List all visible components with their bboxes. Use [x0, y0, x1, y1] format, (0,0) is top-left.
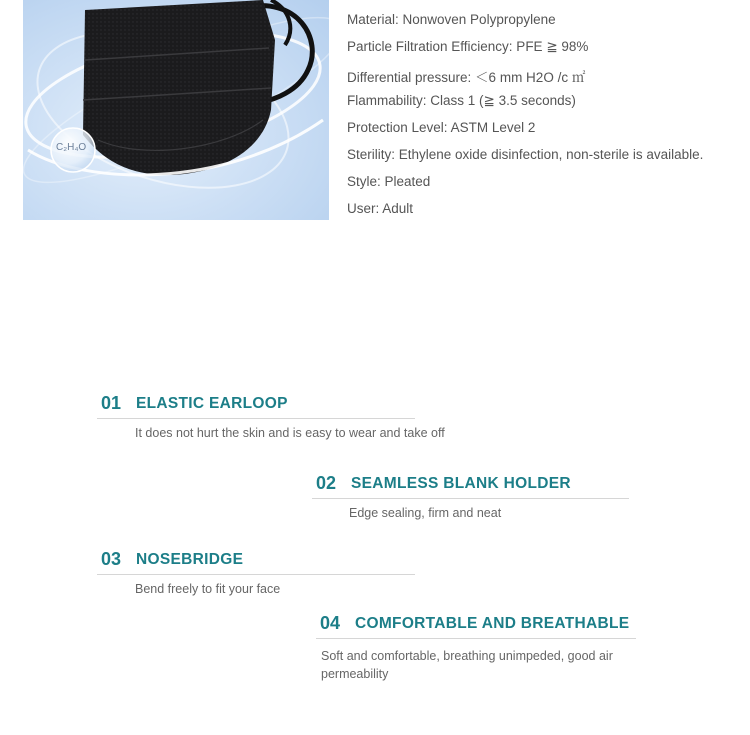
feature-title: COMFORTABLE AND BREATHABLE — [355, 615, 630, 632]
feature-description: Soft and comfortable, breathing unimpeded, good air permeability — [321, 649, 613, 681]
spec-filtration: Particle Filtration Efficiency: PFE ≧ 98% — [347, 39, 589, 54]
chemical-label: C₂H₄O — [56, 142, 87, 153]
feature-title: ELASTIC EARLOOP — [136, 395, 288, 412]
feature-title: NOSEBRIDGE — [136, 551, 244, 568]
spec-user: User: Adult — [347, 201, 414, 216]
spec-material: Material: Nonwoven Polypropylene — [347, 12, 556, 27]
feature-description: Bend freely to fit your face — [135, 582, 281, 596]
feature-number: 02 — [316, 473, 337, 493]
spec-pressure: Differential pressure: ＜6 mm H2O /c ㎡ — [347, 70, 586, 85]
feature-divider — [316, 638, 636, 639]
spec-sterility: Sterility: Ethylene oxide disinfection, non-sterile is available. — [347, 147, 704, 162]
feature-divider — [97, 574, 415, 575]
feature-description: It does not hurt the skin and is easy to wear and take off — [135, 426, 445, 440]
feature-number: 03 — [101, 549, 122, 569]
spec-style: Style: Pleated — [347, 174, 431, 189]
product-image — [23, 0, 329, 220]
feature-divider — [312, 498, 629, 499]
feature-description: Edge sealing, firm and neat — [349, 506, 502, 520]
feature-divider — [97, 418, 415, 419]
spec-protection: Protection Level: ASTM Level 2 — [347, 120, 536, 135]
feature-number: 01 — [101, 393, 122, 413]
mask-illustration — [23, 0, 329, 220]
spec-flammability: Flammability: Class 1 (≧ 3.5 seconds) — [347, 93, 576, 108]
feature-number: 04 — [320, 613, 341, 633]
feature-title: SEAMLESS BLANK HOLDER — [351, 475, 571, 492]
